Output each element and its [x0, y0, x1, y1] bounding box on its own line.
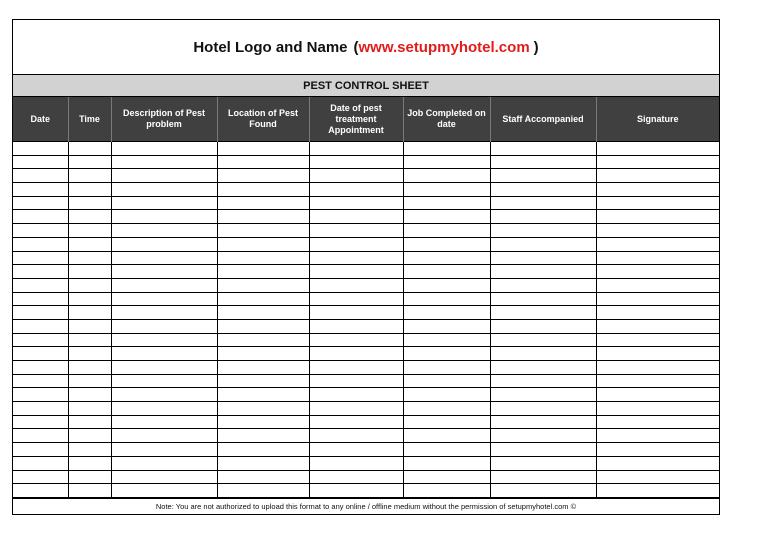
- table-cell[interactable]: [309, 183, 403, 197]
- table-cell[interactable]: [68, 415, 111, 429]
- table-cell[interactable]: [68, 251, 111, 265]
- table-cell[interactable]: [490, 484, 596, 498]
- table-cell[interactable]: [217, 347, 309, 361]
- table-cell[interactable]: [596, 155, 719, 169]
- table-cell[interactable]: [217, 456, 309, 470]
- table-cell[interactable]: [309, 443, 403, 457]
- table-cell[interactable]: [403, 415, 490, 429]
- table-cell[interactable]: [217, 292, 309, 306]
- table-cell[interactable]: [309, 319, 403, 333]
- table-cell[interactable]: [68, 237, 111, 251]
- table-cell[interactable]: [596, 224, 719, 238]
- table-cell[interactable]: [490, 251, 596, 265]
- table-cell[interactable]: [111, 169, 217, 183]
- sheet-banner: PEST CONTROL SHEET: [13, 74, 719, 97]
- table-cell[interactable]: [13, 265, 68, 279]
- col-header-time: Time: [68, 97, 111, 142]
- table-cell[interactable]: [403, 237, 490, 251]
- table-cell[interactable]: [13, 278, 68, 292]
- table-cell[interactable]: [309, 251, 403, 265]
- table-cell[interactable]: [13, 251, 68, 265]
- table-cell[interactable]: [111, 456, 217, 470]
- table-row: [13, 155, 719, 169]
- table-cell[interactable]: [490, 361, 596, 375]
- table-cell[interactable]: [596, 347, 719, 361]
- table-cell[interactable]: [13, 319, 68, 333]
- table-cell[interactable]: [309, 306, 403, 320]
- table-cell[interactable]: [13, 361, 68, 375]
- table-cell[interactable]: [68, 319, 111, 333]
- table-cell[interactable]: [217, 361, 309, 375]
- table-cell[interactable]: [68, 155, 111, 169]
- table-cell[interactable]: [490, 347, 596, 361]
- table-cell[interactable]: [309, 333, 403, 347]
- table-cell[interactable]: [68, 456, 111, 470]
- table-cell[interactable]: [596, 196, 719, 210]
- table-cell[interactable]: [217, 251, 309, 265]
- table-cell[interactable]: [68, 429, 111, 443]
- table-cell[interactable]: [217, 333, 309, 347]
- table-cell[interactable]: [403, 169, 490, 183]
- table-cell[interactable]: [596, 402, 719, 416]
- col-header-appointment-date: Date of pest treatment Appointment: [309, 97, 403, 142]
- table-cell[interactable]: [596, 333, 719, 347]
- footer-note: Note: You are not authorized to upload this format to any online / offline medium without the permission of setupmyhotel.com ©: [13, 498, 719, 514]
- table-cell[interactable]: [596, 429, 719, 443]
- table-cell[interactable]: [596, 415, 719, 429]
- table-cell[interactable]: [309, 210, 403, 224]
- table-cell[interactable]: [309, 470, 403, 484]
- table-cell[interactable]: [217, 319, 309, 333]
- table-row: [13, 361, 719, 375]
- table-row: [13, 251, 719, 265]
- table-cell[interactable]: [309, 237, 403, 251]
- table-cell[interactable]: [596, 237, 719, 251]
- table-cell[interactable]: [490, 388, 596, 402]
- table-cell[interactable]: [68, 183, 111, 197]
- table-row: [13, 142, 719, 156]
- table-row: [13, 388, 719, 402]
- table-cell[interactable]: [111, 224, 217, 238]
- table-cell[interactable]: [403, 155, 490, 169]
- table-cell[interactable]: [490, 443, 596, 457]
- table-cell[interactable]: [309, 402, 403, 416]
- table-cell[interactable]: [13, 484, 68, 498]
- table-cell[interactable]: [403, 361, 490, 375]
- table-cell[interactable]: [13, 402, 68, 416]
- table-cell[interactable]: [403, 265, 490, 279]
- table-cell[interactable]: [596, 319, 719, 333]
- table-cell[interactable]: [403, 333, 490, 347]
- table-cell[interactable]: [596, 210, 719, 224]
- table-cell[interactable]: [490, 333, 596, 347]
- table-cell[interactable]: [68, 333, 111, 347]
- table-cell[interactable]: [403, 210, 490, 224]
- table-cell[interactable]: [111, 210, 217, 224]
- table-cell[interactable]: [490, 278, 596, 292]
- table-cell[interactable]: [111, 196, 217, 210]
- table-cell[interactable]: [217, 210, 309, 224]
- table-cell[interactable]: [596, 251, 719, 265]
- col-header-date: Date: [13, 97, 68, 142]
- table-cell[interactable]: [309, 278, 403, 292]
- table-cell[interactable]: [13, 292, 68, 306]
- table-cell[interactable]: [490, 196, 596, 210]
- table-cell[interactable]: [68, 169, 111, 183]
- table-cell[interactable]: [217, 265, 309, 279]
- table-cell[interactable]: [596, 374, 719, 388]
- table-cell[interactable]: [217, 402, 309, 416]
- table-cell[interactable]: [596, 306, 719, 320]
- table-cell[interactable]: [403, 388, 490, 402]
- table-cell[interactable]: [217, 183, 309, 197]
- table-cell[interactable]: [13, 224, 68, 238]
- table-cell[interactable]: [309, 388, 403, 402]
- table-cell[interactable]: [217, 429, 309, 443]
- table-cell[interactable]: [217, 374, 309, 388]
- table-cell[interactable]: [403, 142, 490, 156]
- table-cell[interactable]: [596, 292, 719, 306]
- table-cell[interactable]: [490, 374, 596, 388]
- table-cell[interactable]: [217, 196, 309, 210]
- table-cell[interactable]: [13, 470, 68, 484]
- table-cell[interactable]: [68, 306, 111, 320]
- table-cell[interactable]: [13, 443, 68, 457]
- table-row: [13, 183, 719, 197]
- table-row: [13, 237, 719, 251]
- table-cell[interactable]: [217, 306, 309, 320]
- table-cell[interactable]: [490, 142, 596, 156]
- table-cell[interactable]: [309, 196, 403, 210]
- col-header-description: Description of Pest problem: [111, 97, 217, 142]
- table-cell[interactable]: [13, 388, 68, 402]
- table-cell[interactable]: [309, 429, 403, 443]
- table-cell[interactable]: [111, 484, 217, 498]
- table-cell[interactable]: [13, 374, 68, 388]
- website-link[interactable]: www.setupmyhotel.com: [358, 38, 530, 56]
- table-cell[interactable]: [309, 155, 403, 169]
- table-cell[interactable]: [309, 224, 403, 238]
- table-row: [13, 292, 719, 306]
- table-row: [13, 169, 719, 183]
- table-cell[interactable]: [68, 265, 111, 279]
- table-cell[interactable]: [217, 142, 309, 156]
- table-cell[interactable]: [490, 292, 596, 306]
- table-cell[interactable]: [490, 402, 596, 416]
- table-cell[interactable]: [309, 265, 403, 279]
- table-cell[interactable]: [490, 429, 596, 443]
- table-cell[interactable]: [403, 484, 490, 498]
- table-row: [13, 306, 719, 320]
- col-header-location: Location of Pest Found: [217, 97, 309, 142]
- table-cell[interactable]: [13, 142, 68, 156]
- table-row: [13, 374, 719, 388]
- table-cell[interactable]: [111, 265, 217, 279]
- table-row: [13, 429, 719, 443]
- table-cell[interactable]: [596, 388, 719, 402]
- table-row: [13, 415, 719, 429]
- table-cell[interactable]: [309, 292, 403, 306]
- pest-control-sheet: [12, 19, 720, 515]
- table-row: [13, 443, 719, 457]
- table-cell[interactable]: [111, 306, 217, 320]
- table-cell[interactable]: [111, 402, 217, 416]
- table-cell[interactable]: [111, 292, 217, 306]
- table-cell[interactable]: [111, 443, 217, 457]
- table-cell[interactable]: [217, 169, 309, 183]
- table-cell[interactable]: [111, 470, 217, 484]
- table-cell[interactable]: [111, 333, 217, 347]
- table-cell[interactable]: [309, 484, 403, 498]
- table-cell[interactable]: [13, 347, 68, 361]
- table-cell[interactable]: [403, 443, 490, 457]
- table-row: [13, 265, 719, 279]
- table-cell[interactable]: [596, 470, 719, 484]
- table-cell[interactable]: [68, 224, 111, 238]
- table-cell[interactable]: [111, 347, 217, 361]
- col-header-signature: Signature: [596, 97, 719, 142]
- table-cell[interactable]: [309, 456, 403, 470]
- hotel-title: [13, 20, 719, 74]
- table-cell[interactable]: [13, 155, 68, 169]
- table-cell[interactable]: [111, 429, 217, 443]
- title-close-paren: ): [533, 38, 539, 56]
- table-cell[interactable]: [13, 429, 68, 443]
- table-cell[interactable]: [490, 224, 596, 238]
- table-cell[interactable]: [111, 155, 217, 169]
- table-cell[interactable]: [111, 278, 217, 292]
- table-cell[interactable]: [490, 306, 596, 320]
- table-row: [13, 210, 719, 224]
- table-cell[interactable]: [13, 210, 68, 224]
- table-cell[interactable]: [13, 456, 68, 470]
- table-cell[interactable]: [490, 237, 596, 251]
- table-row: [13, 278, 719, 292]
- title-open-paren: (: [353, 38, 359, 56]
- table-cell[interactable]: [403, 319, 490, 333]
- table-row: [13, 319, 719, 333]
- table-cell[interactable]: [111, 183, 217, 197]
- table-cell[interactable]: [68, 402, 111, 416]
- table-cell[interactable]: [68, 443, 111, 457]
- table-cell[interactable]: [68, 142, 111, 156]
- table-row: [13, 333, 719, 347]
- table-cell[interactable]: [403, 278, 490, 292]
- table-cell[interactable]: [111, 251, 217, 265]
- title-text: Hotel Logo and Name: [193, 38, 348, 56]
- table-cell[interactable]: [403, 347, 490, 361]
- table-row: [13, 224, 719, 238]
- table-cell[interactable]: [217, 237, 309, 251]
- table-row: [13, 456, 719, 470]
- table-cell[interactable]: [68, 196, 111, 210]
- table-cell[interactable]: [596, 265, 719, 279]
- table-cell[interactable]: [403, 224, 490, 238]
- table-cell[interactable]: [13, 415, 68, 429]
- table-cell[interactable]: [217, 155, 309, 169]
- table-cell[interactable]: [111, 319, 217, 333]
- table-cell[interactable]: [13, 183, 68, 197]
- table-cell[interactable]: [309, 347, 403, 361]
- table-cell[interactable]: [111, 415, 217, 429]
- table-cell[interactable]: [490, 319, 596, 333]
- table-cell[interactable]: [13, 169, 68, 183]
- table-row: [13, 470, 719, 484]
- table-cell[interactable]: [217, 415, 309, 429]
- table-cell[interactable]: [403, 374, 490, 388]
- table-cell[interactable]: [490, 155, 596, 169]
- table-cell[interactable]: [217, 278, 309, 292]
- col-header-job-completed: Job Completed on date: [403, 97, 490, 142]
- table-cell[interactable]: [490, 210, 596, 224]
- table-cell[interactable]: [309, 415, 403, 429]
- table-header-row: [13, 97, 719, 142]
- table-cell[interactable]: [403, 402, 490, 416]
- table-cell[interactable]: [68, 484, 111, 498]
- table-cell[interactable]: [111, 142, 217, 156]
- table-cell[interactable]: [596, 361, 719, 375]
- table-cell[interactable]: [217, 224, 309, 238]
- table-cell[interactable]: [309, 374, 403, 388]
- table-cell[interactable]: [596, 456, 719, 470]
- table-cell[interactable]: [13, 306, 68, 320]
- table-cell[interactable]: [68, 292, 111, 306]
- table-cell[interactable]: [13, 196, 68, 210]
- table-cell[interactable]: [490, 456, 596, 470]
- table-cell[interactable]: [68, 388, 111, 402]
- table-row: [13, 196, 719, 210]
- table-cell[interactable]: [217, 470, 309, 484]
- table-cell[interactable]: [490, 169, 596, 183]
- col-header-staff: Staff Accompanied: [490, 97, 596, 142]
- table-cell[interactable]: [217, 443, 309, 457]
- table-cell[interactable]: [111, 388, 217, 402]
- table-cell[interactable]: [13, 237, 68, 251]
- table-cell[interactable]: [490, 470, 596, 484]
- table-cell[interactable]: [403, 470, 490, 484]
- table-cell[interactable]: [68, 374, 111, 388]
- table-cell[interactable]: [111, 237, 217, 251]
- table-cell[interactable]: [490, 415, 596, 429]
- table-cell[interactable]: [403, 456, 490, 470]
- table-cell[interactable]: [403, 251, 490, 265]
- table-cell[interactable]: [309, 169, 403, 183]
- table-cell[interactable]: [490, 265, 596, 279]
- table-cell[interactable]: [68, 278, 111, 292]
- table-cell[interactable]: [596, 169, 719, 183]
- table-cell[interactable]: [309, 142, 403, 156]
- table-cell[interactable]: [111, 361, 217, 375]
- table-row: [13, 484, 719, 498]
- table-cell[interactable]: [403, 292, 490, 306]
- table-cell[interactable]: [596, 443, 719, 457]
- table-cell[interactable]: [403, 196, 490, 210]
- table-cell[interactable]: [596, 142, 719, 156]
- table-row: [13, 402, 719, 416]
- table-cell[interactable]: [68, 361, 111, 375]
- table-cell[interactable]: [490, 183, 596, 197]
- table-cell[interactable]: [596, 484, 719, 498]
- table-row: [13, 347, 719, 361]
- table-cell[interactable]: [217, 484, 309, 498]
- table-cell[interactable]: [309, 361, 403, 375]
- table-cell[interactable]: [68, 210, 111, 224]
- table-cell[interactable]: [596, 278, 719, 292]
- table-cell[interactable]: [403, 183, 490, 197]
- table-cell[interactable]: [13, 333, 68, 347]
- table-cell[interactable]: [68, 347, 111, 361]
- table-cell[interactable]: [596, 183, 719, 197]
- table-cell[interactable]: [403, 306, 490, 320]
- table-cell[interactable]: [68, 470, 111, 484]
- table-cell[interactable]: [217, 388, 309, 402]
- table-cell[interactable]: [111, 374, 217, 388]
- table-cell[interactable]: [403, 429, 490, 443]
- pest-control-table: [13, 97, 719, 498]
